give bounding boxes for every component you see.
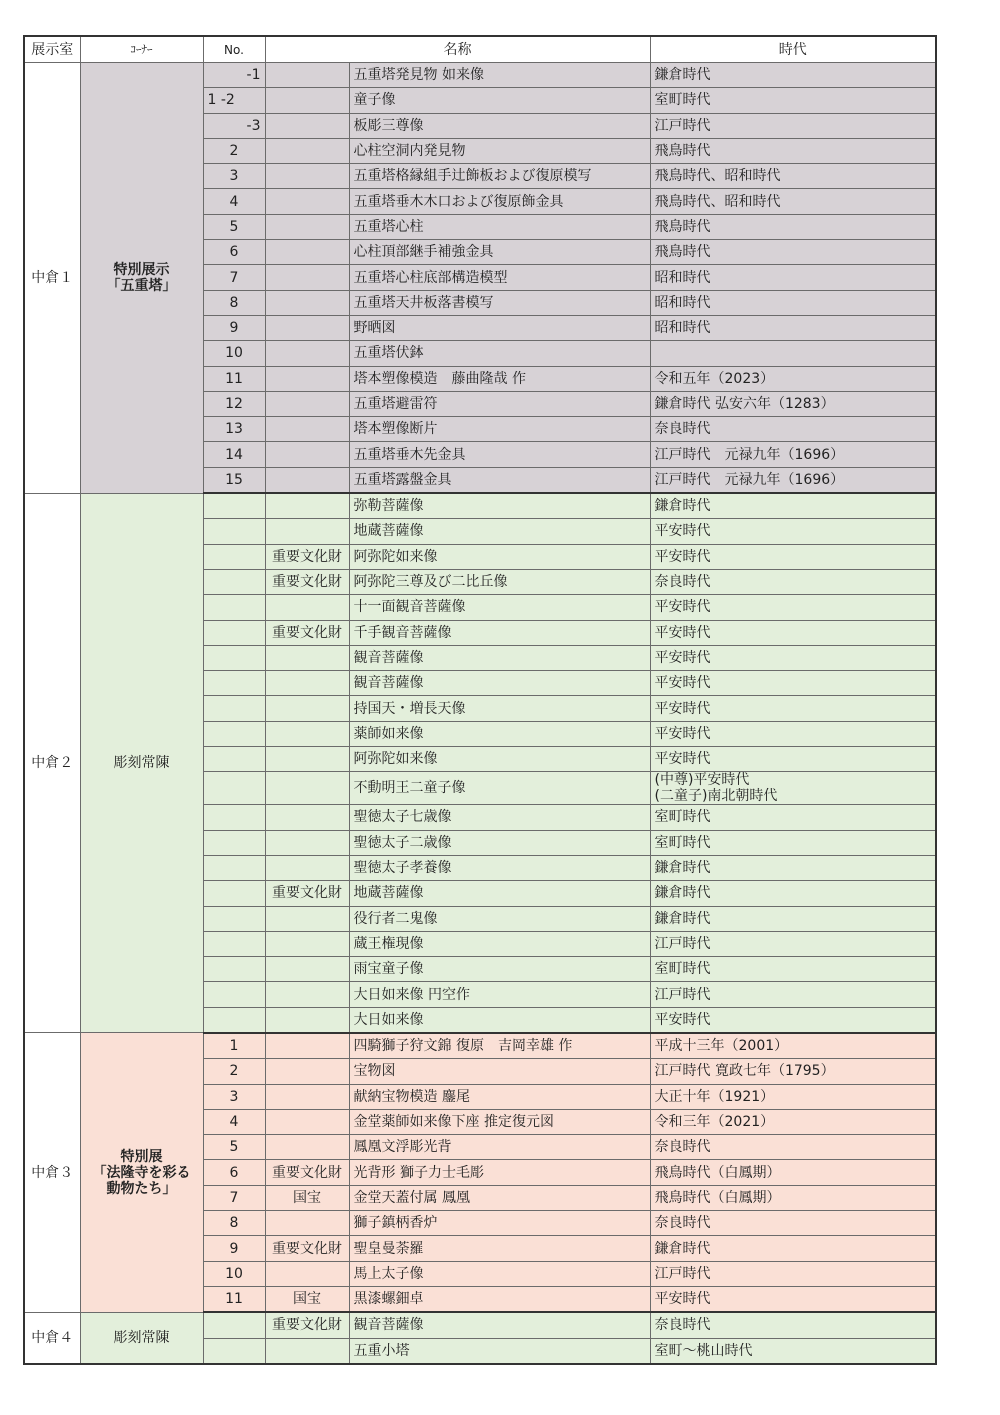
designation-cell xyxy=(265,772,349,805)
no-cell: 4 xyxy=(203,189,265,214)
name-cell: 献納宝物模造 鏖尾 xyxy=(349,1084,650,1109)
period-cell: 飛鳥時代 xyxy=(650,214,936,239)
period-cell xyxy=(650,341,936,366)
name-cell: 観音菩薩像 xyxy=(349,671,650,696)
period-cell: 室町時代 xyxy=(650,830,936,855)
corner-cell xyxy=(80,493,203,1033)
no-cell xyxy=(203,931,265,956)
name-cell: 野晒図 xyxy=(349,315,650,340)
no-cell xyxy=(203,1312,265,1338)
name-cell: 十一面観音菩薩像 xyxy=(349,595,650,620)
header-period: 時代 xyxy=(650,36,936,63)
no-cell: 8 xyxy=(203,1211,265,1236)
no-cell: 3 xyxy=(203,164,265,189)
name-cell: 塔本塑像断片 xyxy=(349,417,650,442)
no-cell xyxy=(203,906,265,931)
period-cell: 平成十三年（2001） xyxy=(650,1033,936,1059)
no-cell xyxy=(203,544,265,569)
period-cell: 飛鳥時代（白鳳期） xyxy=(650,1185,936,1210)
no-cell: 11 xyxy=(203,1286,265,1312)
designation-cell xyxy=(265,341,349,366)
no-cell: 2 xyxy=(203,1059,265,1084)
name-cell: 阿弥陀三尊及び二比丘像 xyxy=(349,569,650,594)
corner-cell xyxy=(80,63,203,494)
name-cell: 大日如来像 xyxy=(349,1007,650,1033)
room-cell: 中倉３ xyxy=(24,1033,80,1312)
no-cell xyxy=(203,620,265,645)
period-cell: 鎌倉時代 弘安六年（1283） xyxy=(650,391,936,416)
designation-cell xyxy=(265,805,349,830)
designation-cell xyxy=(265,906,349,931)
name-cell: 阿弥陀如来像 xyxy=(349,544,650,569)
name-cell: 五重塔避雷符 xyxy=(349,391,650,416)
period-cell: 平安時代 xyxy=(650,1007,936,1033)
period-cell: 江戸時代 元禄九年（1696） xyxy=(650,442,936,467)
no-cell xyxy=(203,696,265,721)
designation-cell xyxy=(265,1135,349,1160)
designation-cell xyxy=(265,113,349,138)
designation-cell xyxy=(265,290,349,315)
name-cell: 鳳凰文浮彫光背 xyxy=(349,1135,650,1160)
designation-cell xyxy=(265,138,349,163)
name-cell: 四騎獅子狩文錦 復原 吉岡幸雄 作 xyxy=(349,1033,650,1059)
room-cell: 中倉４ xyxy=(24,1312,80,1364)
designation-cell xyxy=(265,1033,349,1059)
name-cell: 心柱空洞内発見物 xyxy=(349,138,650,163)
name-cell: 薬師如来像 xyxy=(349,721,650,746)
period-cell: 江戸時代 元禄九年（1696） xyxy=(650,467,936,493)
period-cell: 江戸時代 xyxy=(650,113,936,138)
period-cell: 江戸時代 xyxy=(650,982,936,1007)
period-cell: 飛鳥時代 xyxy=(650,240,936,265)
no-cell: -1 xyxy=(203,63,265,88)
name-cell: 黒漆螺鈿卓 xyxy=(349,1286,650,1312)
designation-cell xyxy=(265,315,349,340)
corner-line: 特別展示 xyxy=(113,261,170,278)
designation-cell xyxy=(265,1059,349,1084)
designation-cell xyxy=(265,931,349,956)
table-body xyxy=(24,63,936,1364)
designation-cell xyxy=(265,366,349,391)
corner-line: 「法隆寺を彩る xyxy=(92,1164,191,1181)
no-cell: 5 xyxy=(203,214,265,239)
name-cell: 五重塔垂木先金具 xyxy=(349,442,650,467)
no-cell: 10 xyxy=(203,341,265,366)
period-cell: 平安時代 xyxy=(650,671,936,696)
no-cell: 3 xyxy=(203,1084,265,1109)
room-cell: 中倉１ xyxy=(24,63,80,494)
name-cell: 宝物図 xyxy=(349,1059,650,1084)
period-cell: 平安時代 xyxy=(650,620,936,645)
name-cell: 五重塔格縁組手辻飾板および復原模写 xyxy=(349,164,650,189)
period-cell: 室町時代 xyxy=(650,805,936,830)
designation-cell xyxy=(265,1261,349,1286)
period-cell: 平安時代 xyxy=(650,721,936,746)
name-cell: 五重塔心柱 xyxy=(349,214,650,239)
period-cell: 江戸時代 xyxy=(650,1261,936,1286)
no-cell xyxy=(203,957,265,982)
designation-cell xyxy=(265,493,349,519)
no-cell: 2 xyxy=(203,138,265,163)
period-cell: 昭和時代 xyxy=(650,290,936,315)
period-cell: 奈良時代 xyxy=(650,1135,936,1160)
corner-line: 「五重塔」 xyxy=(106,277,177,294)
designation-cell xyxy=(265,189,349,214)
period-cell: 平安時代 xyxy=(650,1286,936,1312)
no-cell xyxy=(203,1007,265,1033)
designation-cell: 重要文化財 xyxy=(265,569,349,594)
designation-cell: 国宝 xyxy=(265,1286,349,1312)
name-cell: 獅子鎮柄香炉 xyxy=(349,1211,650,1236)
period-cell: 江戸時代 寛政七年（1795） xyxy=(650,1059,936,1084)
designation-cell xyxy=(265,442,349,467)
period-cell: 平安時代 xyxy=(650,645,936,670)
name-cell: 五重塔垂木木口および復原飾金具 xyxy=(349,189,650,214)
no-cell: 10 xyxy=(203,1261,265,1286)
name-cell: 地蔵菩薩像 xyxy=(349,519,650,544)
corner-line: 特別展 xyxy=(120,1148,163,1165)
period-cell: 鎌倉時代 xyxy=(650,1236,936,1261)
corner-line: 動物たち」 xyxy=(106,1180,177,1197)
name-cell: 不動明王二童子像 xyxy=(349,772,650,805)
table-row xyxy=(24,493,936,519)
period-cell: 飛鳥時代 xyxy=(650,138,936,163)
designation-cell xyxy=(265,1338,349,1364)
no-cell: 1 xyxy=(203,1033,265,1059)
no-cell xyxy=(203,569,265,594)
period-cell: 大正十年（1921） xyxy=(650,1084,936,1109)
no-cell: 7 xyxy=(203,1185,265,1210)
no-cell: 6 xyxy=(203,1160,265,1185)
designation-cell xyxy=(265,519,349,544)
designation-cell xyxy=(265,830,349,855)
designation-cell xyxy=(265,645,349,670)
designation-cell xyxy=(265,957,349,982)
table-row xyxy=(24,1033,936,1059)
period-cell: (中尊)平安時代 (二童子)南北朝時代 xyxy=(650,772,936,805)
designation-cell xyxy=(265,1084,349,1109)
designation-cell xyxy=(265,391,349,416)
table-row xyxy=(24,63,936,88)
designation-cell xyxy=(265,214,349,239)
name-cell: 五重塔天井板落書模写 xyxy=(349,290,650,315)
designation-cell xyxy=(265,1109,349,1134)
table-header xyxy=(24,36,936,63)
period-cell: 江戸時代 xyxy=(650,931,936,956)
no-cell: 11 xyxy=(203,366,265,391)
period-cell: 飛鳥時代、昭和時代 xyxy=(650,189,936,214)
designation-cell xyxy=(265,721,349,746)
name-cell: 聖皇曼荼羅 xyxy=(349,1236,650,1261)
period-cell: 令和五年（2023） xyxy=(650,366,936,391)
period-cell: 室町時代 xyxy=(650,88,936,113)
designation-cell: 国宝 xyxy=(265,1185,349,1210)
corner-cell xyxy=(80,1312,203,1364)
corner-line: 彫刻常陳 xyxy=(113,1329,170,1346)
name-cell: 五重塔発見物 如来像 xyxy=(349,63,650,88)
no-cell: 7 xyxy=(203,265,265,290)
no-cell: 12 xyxy=(203,391,265,416)
name-cell: 五重塔露盤金具 xyxy=(349,467,650,493)
period-cell: 飛鳥時代（白鳳期） xyxy=(650,1160,936,1185)
name-cell: 塔本塑像模造 藤曲隆哉 作 xyxy=(349,366,650,391)
designation-cell xyxy=(265,164,349,189)
no-cell xyxy=(203,881,265,906)
no-cell xyxy=(203,855,265,880)
no-cell xyxy=(203,982,265,1007)
period-cell: 令和三年（2021） xyxy=(650,1109,936,1134)
no-cell: 6 xyxy=(203,240,265,265)
name-cell: 観音菩薩像 xyxy=(349,1312,650,1338)
period-cell: 室町時代 xyxy=(650,957,936,982)
period-cell: 奈良時代 xyxy=(650,417,936,442)
name-cell: 金堂薬師如来像下座 推定復元図 xyxy=(349,1109,650,1134)
header-no: No. xyxy=(203,36,265,63)
header-room: 展示室 xyxy=(24,36,80,63)
no-cell: 5 xyxy=(203,1135,265,1160)
period-cell: 平安時代 xyxy=(650,595,936,620)
name-cell: 光背形 獅子力士毛彫 xyxy=(349,1160,650,1185)
name-cell: 馬上太子像 xyxy=(349,1261,650,1286)
header-corner: ｺｰﾅｰ xyxy=(80,36,203,63)
name-cell: 千手観音菩薩像 xyxy=(349,620,650,645)
period-cell: 鎌倉時代 xyxy=(650,493,936,519)
no-cell xyxy=(203,805,265,830)
name-cell: 五重小塔 xyxy=(349,1338,650,1364)
name-cell: 持国天・増長天像 xyxy=(349,696,650,721)
period-cell: 平安時代 xyxy=(650,519,936,544)
name-cell: 蔵王権現像 xyxy=(349,931,650,956)
no-cell xyxy=(203,772,265,805)
corner-line: 彫刻常陳 xyxy=(113,755,170,772)
designation-cell xyxy=(265,1211,349,1236)
name-cell: 聖徳太子二歳像 xyxy=(349,830,650,855)
designation-cell xyxy=(265,88,349,113)
name-cell: 大日如来像 円空作 xyxy=(349,982,650,1007)
name-cell: 童子像 xyxy=(349,88,650,113)
designation-cell xyxy=(265,747,349,772)
no-cell xyxy=(203,671,265,696)
period-cell: 鎌倉時代 xyxy=(650,855,936,880)
no-cell xyxy=(203,747,265,772)
no-cell xyxy=(203,645,265,670)
name-cell: 観音菩薩像 xyxy=(349,645,650,670)
no-cell: -3 xyxy=(203,113,265,138)
designation-cell xyxy=(265,63,349,88)
name-cell: 雨宝童子像 xyxy=(349,957,650,982)
no-cell: 15 xyxy=(203,467,265,493)
name-cell: 地蔵菩薩像 xyxy=(349,881,650,906)
no-cell: 14 xyxy=(203,442,265,467)
designation-cell xyxy=(265,417,349,442)
room-cell: 中倉２ xyxy=(24,493,80,1033)
corner-cell xyxy=(80,1033,203,1312)
no-cell: 8 xyxy=(203,290,265,315)
designation-cell: 重要文化財 xyxy=(265,881,349,906)
designation-cell: 重要文化財 xyxy=(265,1312,349,1338)
no-cell: 1 -2 xyxy=(203,88,265,113)
period-cell: 平安時代 xyxy=(650,696,936,721)
period-cell: 平安時代 xyxy=(650,544,936,569)
name-cell: 五重塔伏鉢 xyxy=(349,341,650,366)
designation-cell: 重要文化財 xyxy=(265,620,349,645)
period-cell: 飛鳥時代、昭和時代 xyxy=(650,164,936,189)
no-cell: 9 xyxy=(203,315,265,340)
designation-cell: 重要文化財 xyxy=(265,544,349,569)
designation-cell xyxy=(265,982,349,1007)
name-cell: 心柱頂部継手補強金具 xyxy=(349,240,650,265)
name-cell: 阿弥陀如来像 xyxy=(349,747,650,772)
designation-cell xyxy=(265,240,349,265)
designation-cell xyxy=(265,671,349,696)
no-cell xyxy=(203,595,265,620)
no-cell: 13 xyxy=(203,417,265,442)
name-cell: 聖徳太子七歳像 xyxy=(349,805,650,830)
period-cell: 奈良時代 xyxy=(650,1312,936,1338)
no-cell xyxy=(203,721,265,746)
designation-cell xyxy=(265,265,349,290)
no-cell xyxy=(203,1338,265,1364)
designation-cell xyxy=(265,595,349,620)
period-cell: 鎌倉時代 xyxy=(650,881,936,906)
designation-cell: 重要文化財 xyxy=(265,1236,349,1261)
period-cell: 奈良時代 xyxy=(650,1211,936,1236)
designation-cell xyxy=(265,696,349,721)
period-cell: 鎌倉時代 xyxy=(650,63,936,88)
header-name: 名称 xyxy=(265,36,650,63)
period-cell: 昭和時代 xyxy=(650,265,936,290)
period-cell: 室町～桃山時代 xyxy=(650,1338,936,1364)
no-cell: 4 xyxy=(203,1109,265,1134)
name-cell: 役行者二鬼像 xyxy=(349,906,650,931)
header-row xyxy=(24,36,936,63)
no-cell: 9 xyxy=(203,1236,265,1261)
designation-cell xyxy=(265,855,349,880)
name-cell: 金堂天蓋付属 鳳凰 xyxy=(349,1185,650,1210)
designation-cell: 重要文化財 xyxy=(265,1160,349,1185)
exhibit-list-table xyxy=(23,35,937,1365)
table-row xyxy=(24,1312,936,1338)
period-cell: 昭和時代 xyxy=(650,315,936,340)
no-cell xyxy=(203,830,265,855)
designation-cell xyxy=(265,1007,349,1033)
no-cell xyxy=(203,519,265,544)
period-cell: 平安時代 xyxy=(650,747,936,772)
name-cell: 板彫三尊像 xyxy=(349,113,650,138)
name-cell: 弥勒菩薩像 xyxy=(349,493,650,519)
name-cell: 五重塔心柱底部構造模型 xyxy=(349,265,650,290)
no-cell xyxy=(203,493,265,519)
period-cell: 奈良時代 xyxy=(650,569,936,594)
name-cell: 聖徳太子孝養像 xyxy=(349,855,650,880)
period-cell: 鎌倉時代 xyxy=(650,906,936,931)
designation-cell xyxy=(265,467,349,493)
